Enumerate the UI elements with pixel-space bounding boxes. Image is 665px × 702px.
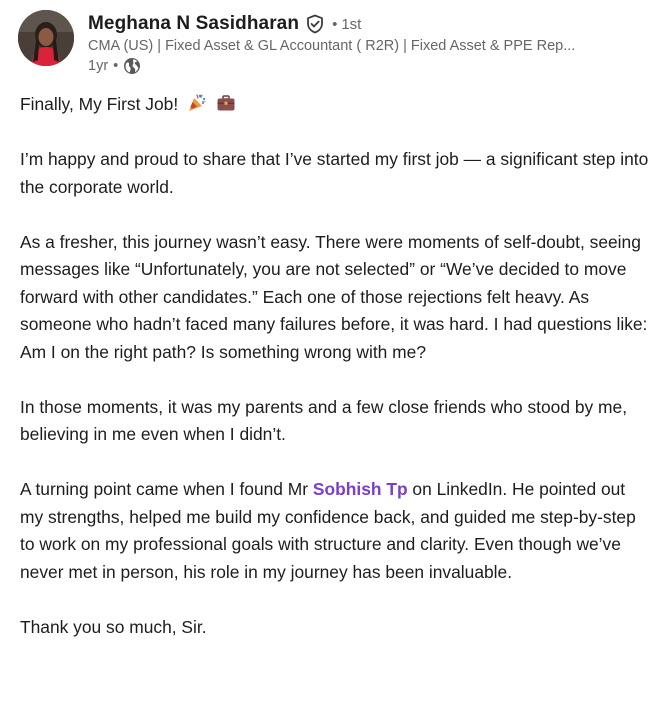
post-title-line	[20, 91, 650, 119]
post-time-row	[88, 57, 628, 75]
post-paragraph-4	[20, 476, 650, 586]
verified-shield-icon	[305, 14, 325, 34]
degree-separator: •	[332, 15, 338, 33]
post-paragraph-3: In those moments, it was my parents and a few close friends who stood by me, believing in me even when I didn’t.	[20, 396, 628, 444]
connection-degree: 1st	[341, 15, 362, 33]
briefcase-icon	[216, 93, 236, 113]
party-popper-icon	[187, 93, 207, 113]
post-paragraph-2: As a fresher, this journey wasn’t easy. There were moments of self-doubt, seeing messages like “Unfortunately, you are not selected” or “We’ve decided to move forward with other candidates.” Each one of those rejections felt heavy. As someone who hadn’t faced many failures before, it was hard. I had questions like: Am I on the right path? Is something wrong with me?	[20, 231, 648, 362]
post-time: 1yr	[88, 58, 109, 74]
post-body	[20, 91, 650, 669]
paragraph-4-text-before: A turning point came when I found Mr	[20, 479, 313, 499]
paragraph-4-text-after: on LinkedIn. He pointed out my strengths, helped me build my confidence back, and guided me step-by-step to work on my professional goals with structure and clarity. Even though we’ve never met in person, his role in my journey has been invaluable.	[20, 479, 636, 582]
author-headline: CMA (US) | Fixed Asset & GL Accountant ( R2R) | Fixed Asset & PPE Rep...	[88, 38, 576, 54]
author-meta	[88, 10, 628, 75]
post-paragraph-1: I’m happy and proud to share that I’ve started my first job — a significant step into the corporate world.	[20, 149, 649, 197]
globe-icon	[123, 57, 141, 75]
author-name-row	[88, 11, 628, 37]
author-avatar[interactable]	[18, 10, 74, 66]
time-separator: •	[113, 58, 119, 74]
post-paragraph-5: Thank you so much, Sir.	[20, 616, 207, 637]
post-header	[18, 10, 648, 84]
mention-link[interactable]: Sobhish Tp	[312, 479, 408, 499]
author-name[interactable]: Meghana N Sasidharan	[88, 13, 300, 34]
post-title: Finally, My First Job!	[20, 94, 179, 114]
